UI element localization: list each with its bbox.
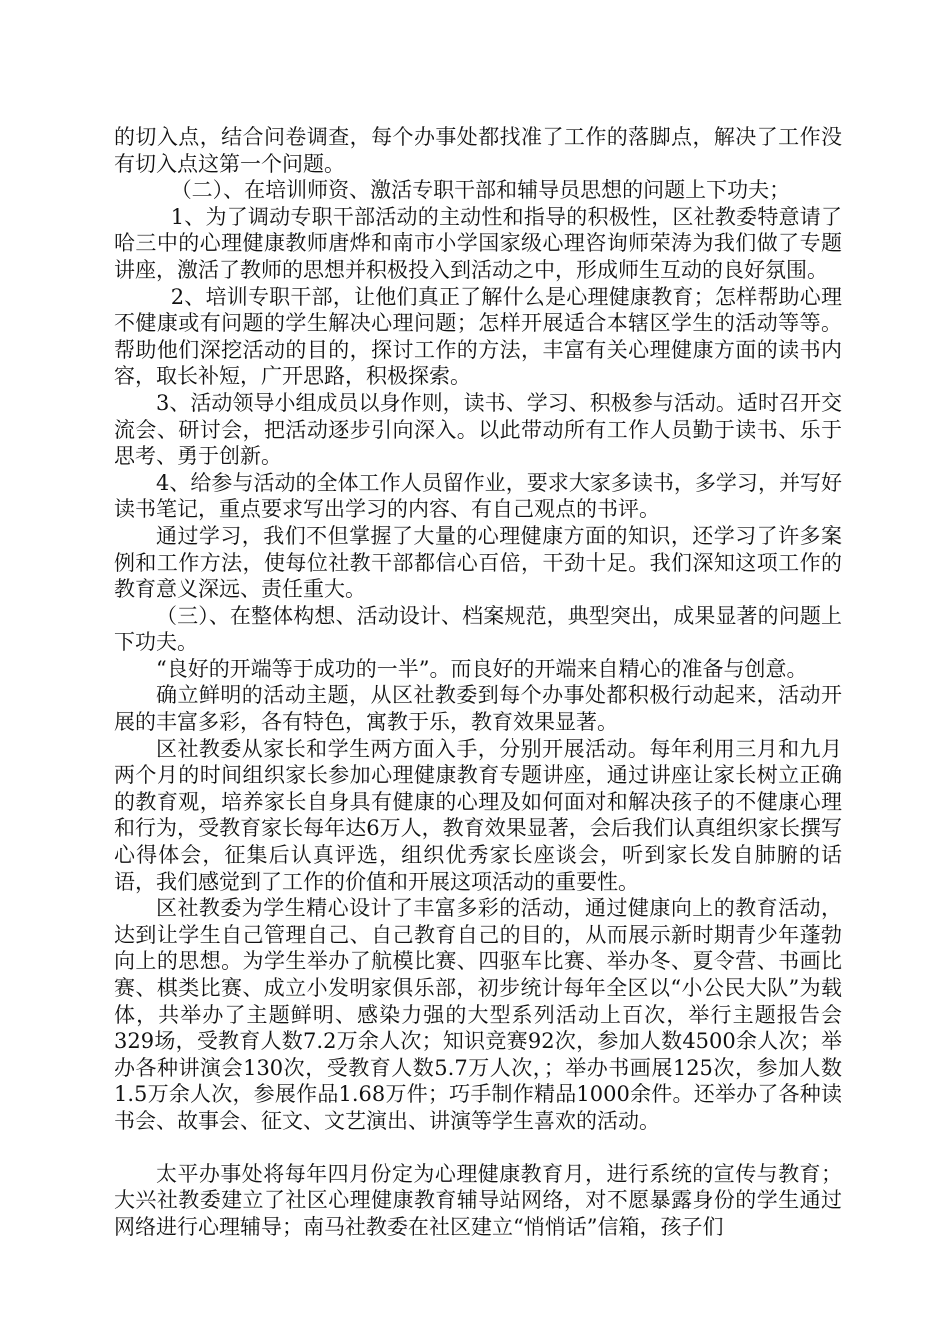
paragraph-theme: 确立鲜明的活动主题，从区社教委到每个办事处都积极行动起来，活动开展的丰富多彩，各有特色，寓教于乐，教育效果显著。: [114, 683, 842, 735]
paragraph-learning: 通过学习，我们不但掌握了大量的心理健康方面的知识，还学习了许多案例和工作方法，使每位社教干部都信心百倍，干劲十足。我们深知这项工作的教育意义深远、责任重大。: [114, 523, 842, 602]
paragraph-quote: “良好的开端等于成功的一半”。而良好的开端来自精心的准备与创意。: [156, 656, 808, 681]
paragraph-students: 区社教委为学生精心设计了丰富多彩的活动，通过健康向上的教育活动，达到让学生自己管理自己、自己教育自己的目的，从而展示新时期青少年蓬勃向上的思想。为学生举办了航模比赛、四驱车比赛、举办冬、夏令营、书画比赛、棋类比赛、成立小发明家俱乐部，初步统计每年全区以“小公民大队”为载体，共举办了主题鲜明、感染力强的大型系列活动上百次，举行主题报告会329场，受教育人数7.2万余人次；知识竞赛92次，参加人数4500余人次；举办各种讲演会130次，受教育人数5.7万人次，；举办书画展125次，参加人数1.5万余人次，参展作品1.68万件；巧手制作精品1000余件。还举办了各种读书会、故事会、征文、文艺演出、讲演等学生喜欢的活动。: [114, 896, 842, 1133]
section-heading-2: （二）、在培训师资、激活专职干部和辅导员思想的问题上下功夫；: [170, 178, 791, 203]
section-heading-3: （三）、在整体构想、活动设计、档案规范，典型突出，成果显著的问题上下功夫。: [114, 603, 842, 655]
paragraph-intro: 的切入点，结合问卷调查，每个办事处都找准了工作的落脚点，解决了工作没有切入点这第一个问题。: [114, 125, 842, 176]
paragraph-item-1: 1、为了调动专职干部活动的主动性和指导的积极性，区社教委特意请了哈三中的心理健康教师唐烨和南市小学国家级心理咨询师荣涛为我们做了专题讲座，激活了教师的思想并积极投入到活动之中，形成师生互动的良好氛围。: [114, 204, 842, 282]
document-body: [114, 124, 842, 1240]
paragraph-item-2: 2、培训专职干部，让他们真正了解什么是心理健康教育；怎样帮助心理不健康或有问题的学生解决心理问题；怎样开展适合本辖区学生的活动等等。帮助他们深挖活动的目的，探讨工作的方法，丰富有关心理健康方面的读书内容，取长补短，广开思路，积极探索。: [114, 284, 842, 389]
paragraph-item-3: 3、活动领导小组成员以身作则，读书、学习、积极参与活动。适时召开交流会、研讨会，把活动逐步引向深入。以此带动所有工作人员勤于读书、乐于思考、勇于创新。: [114, 390, 842, 469]
paragraph-parents: 区社教委从家长和学生两方面入手，分别开展活动。每年利用三月和九月两个月的时间组织家长参加心理健康教育专题讲座，通过讲座让家长树立正确的教育观，培养家长自身具有健康的心理及如何面对和解决孩子的不健康心理和行为，受教育家长每年达6万人，教育效果显著，会后我们认真组织家长撰写心得体会，征集后认真评选，组织优秀家长座谈会，听到家长发自肺腑的话语，我们感觉到了工作的价值和开展这项活动的重要性。: [114, 736, 842, 894]
paragraph-item-4: 4、给参与活动的全体工作人员留作业，要求大家多读书，多学习，并写好读书笔记，重点要求写出学习的内容、有自己观点的书评。: [114, 470, 842, 522]
paragraph-offices: 太平办事处将每年四月份定为心理健康教育月，进行系统的宣传与教育；大兴社教委建立了社区心理健康教育辅导站网络，对不愿暴露身份的学生通过网络进行心理辅导；南马社教委在社区建立“悄悄话”信箱，孩子们: [114, 1161, 842, 1239]
